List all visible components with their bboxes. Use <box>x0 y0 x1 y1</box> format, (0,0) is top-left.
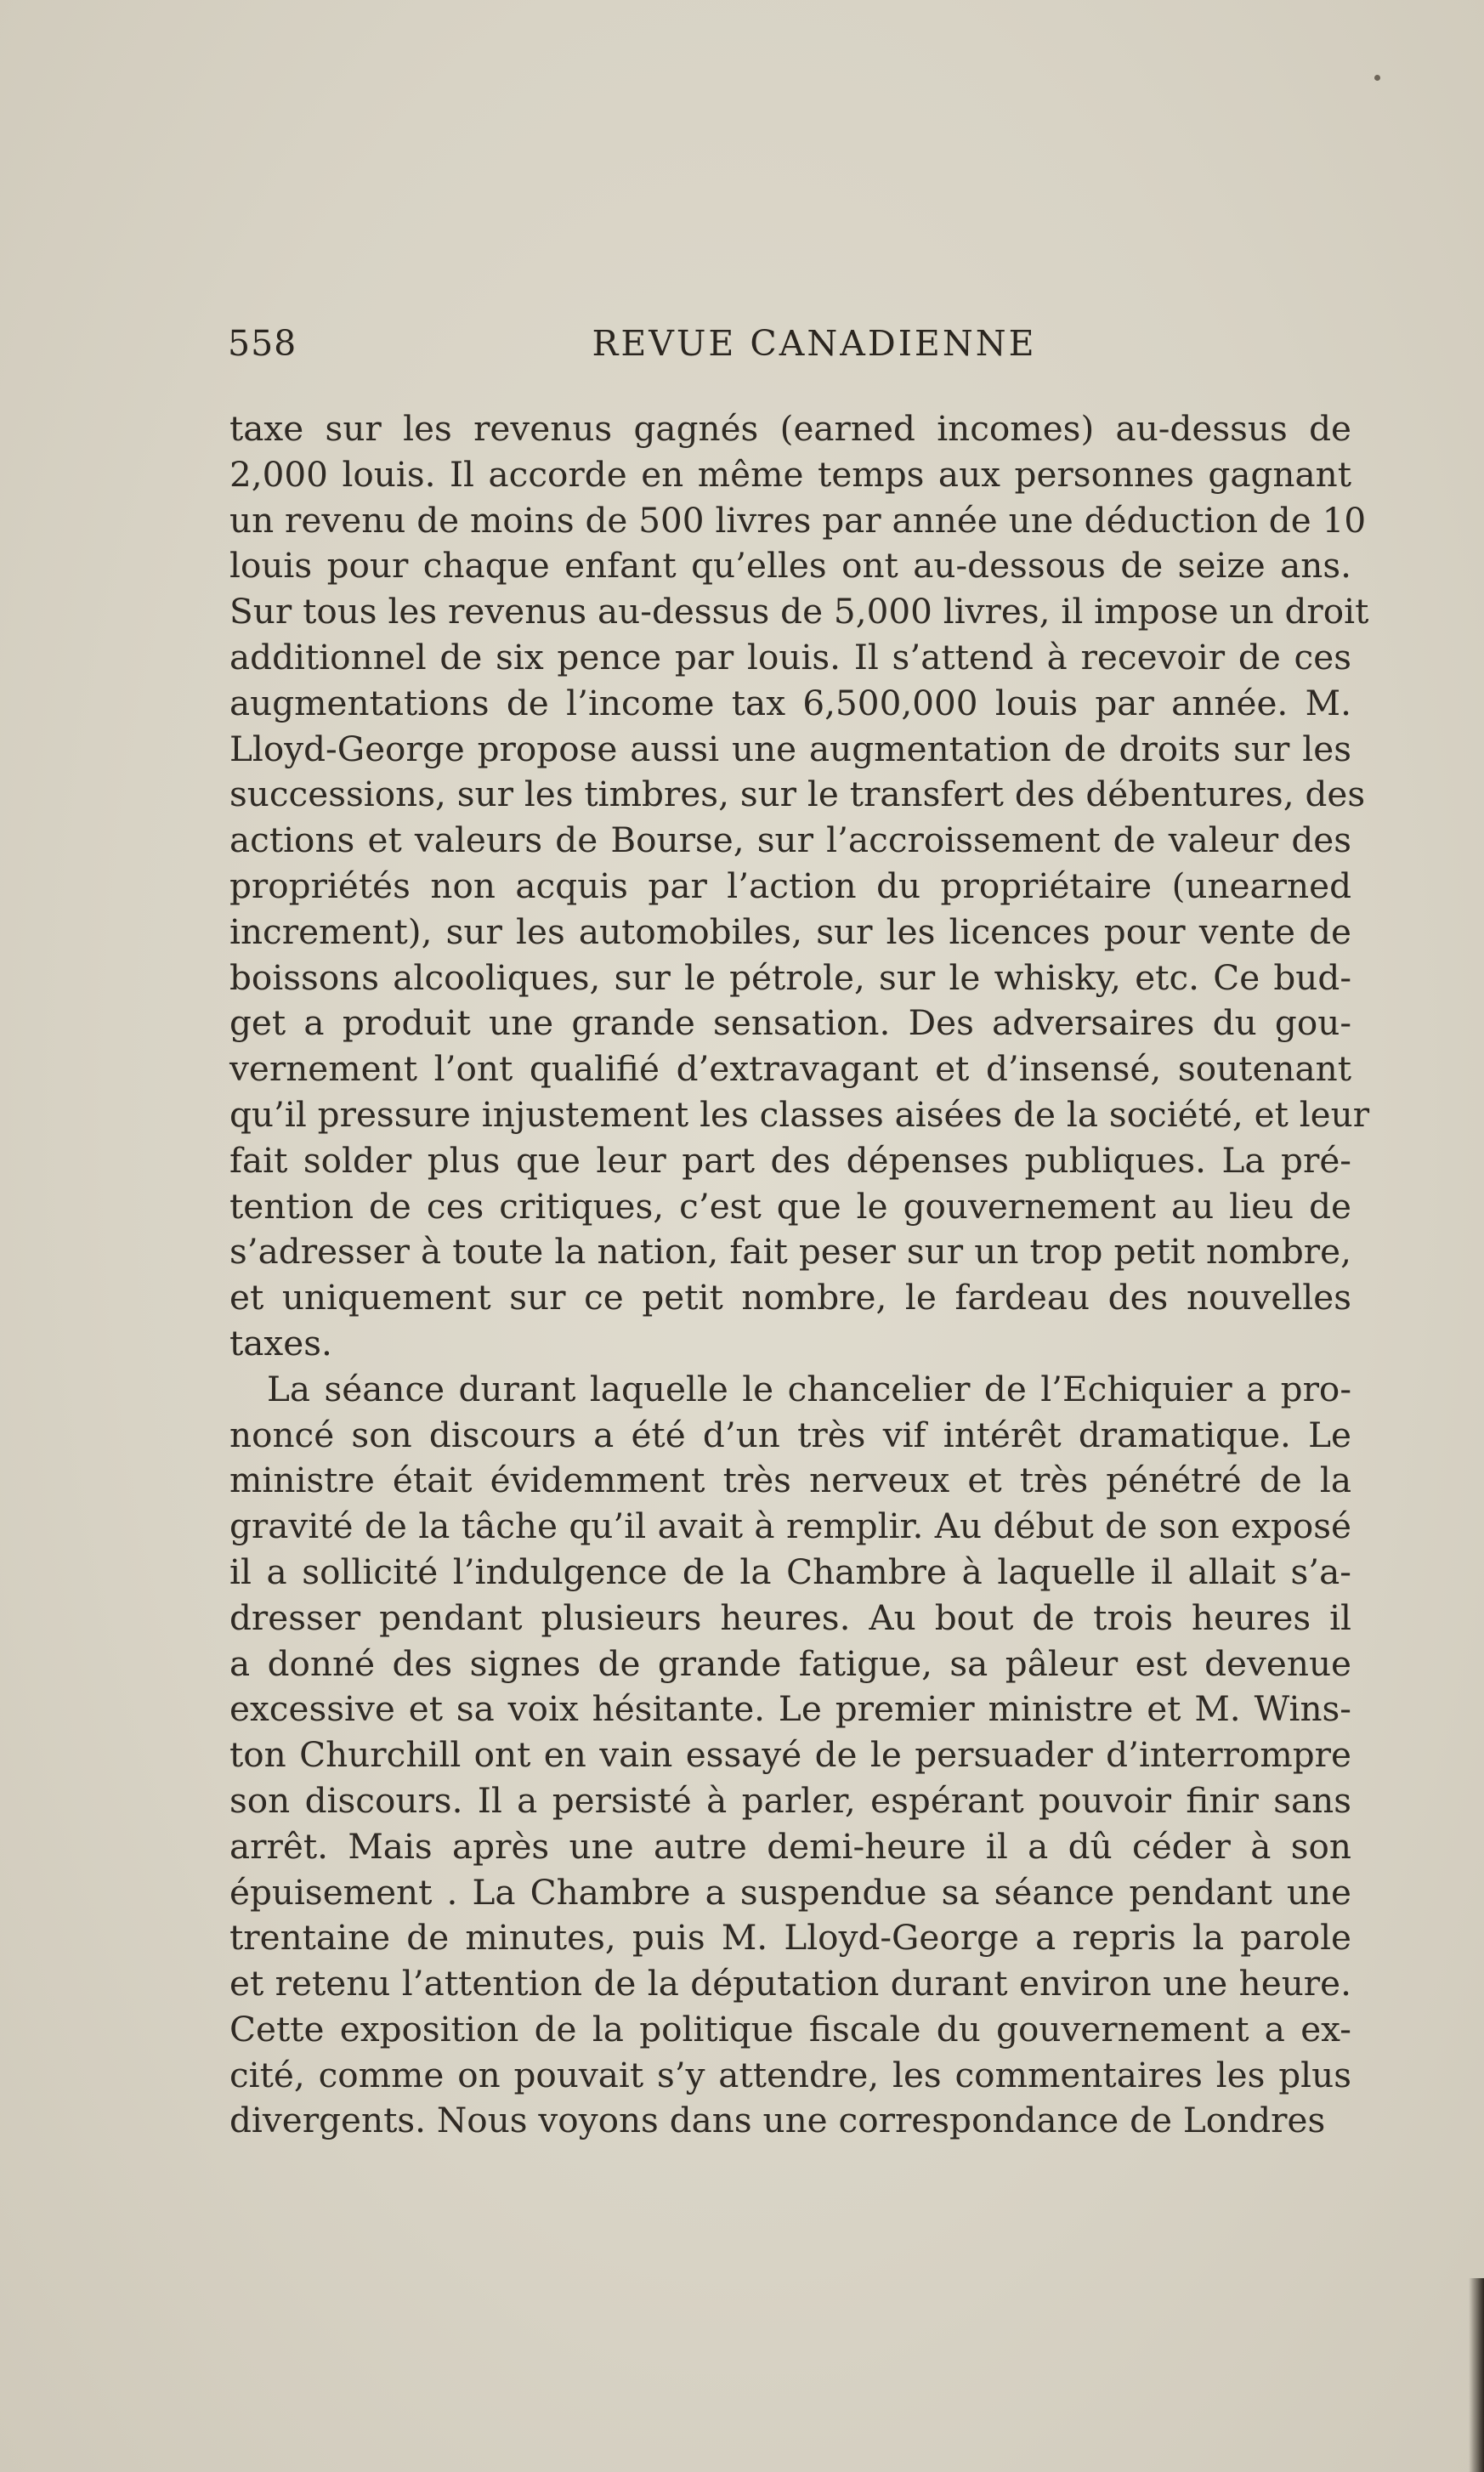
text-line: Cette exposition de la politique fiscale du gouvernement a ex- <box>229 2008 1351 2050</box>
paper-speck <box>1374 75 1380 81</box>
page-number: 558 <box>228 323 297 364</box>
text-line: et uniquement sur ce petit nombre, le fardeau des nouvelles <box>229 1277 1351 1318</box>
text-line: actions et valeurs de Bourse, sur l’accroissement de valeur des <box>229 819 1351 861</box>
paragraph <box>229 1367 1351 2145</box>
text-line: qu’il pressure injustement les classes aisées de la société, et leur <box>229 1093 1370 1135</box>
text-line: dresser pendant plusieurs heures. Au bout de trois heures il <box>229 1596 1351 1638</box>
text-line: excessive et sa voix hésitante. Le premier ministre et M. Wins- <box>229 1688 1351 1730</box>
text-line: s’adresser à toute la nation, fait peser sur un trop petit nombre, <box>229 1231 1351 1273</box>
text-line: cité, comme on pouvait s’y attendre, les commentaires les plus <box>229 2054 1351 2095</box>
text-line: La séance durant laquelle le chancelier de l’Echiquier a pro- <box>267 1368 1351 1409</box>
text-line: propriétés non acquis par l’action du propriétaire (unearned <box>229 865 1351 906</box>
text-line: boissons alcooliques, sur le pétrole, sur le whisky, etc. Ce bud- <box>229 956 1351 998</box>
text-line: Sur tous les revenus au-dessus de 5,000 livres, il impose un droit <box>229 591 1369 632</box>
text-line: tention de ces critiques, c’est que le gouvernement au lieu de <box>229 1185 1351 1227</box>
text-line: successions, sur les timbres, sur le transfert des débentures, des <box>229 774 1366 815</box>
text-line: et retenu l’attention de la députation durant environ une heure. <box>229 1963 1351 2004</box>
text-line: get a produit une grande sensation. Des adversaires du gou- <box>229 1002 1351 1044</box>
page-header <box>228 323 1351 374</box>
text-line: épuisement . La Chambre a suspendue sa séance pendant une <box>229 1871 1351 1913</box>
text-line: fait solder plus que leur part des dépenses publiques. La pré- <box>229 1139 1351 1181</box>
text-line: taxes. <box>229 1322 332 1364</box>
body-text <box>229 406 1370 2144</box>
text-line: increment), sur les automobiles, sur les licences pour vente de <box>229 910 1351 952</box>
text-line: augmentations de l’income tax 6,500,000 louis par année. M. <box>229 682 1351 723</box>
page-edge-shadow <box>1469 2278 1484 2472</box>
text-line: ministre était évidemment très nerveux et très pénétré de la <box>229 1460 1351 1501</box>
text-line: Lloyd-George propose aussi une augmentation de droits sur les <box>229 728 1351 769</box>
text-line: trentaine de minutes, puis M. Lloyd-George a repris la parole <box>229 1917 1351 1959</box>
text-line: ton Churchill ont en vain essayé de le persuader d’interrompre <box>229 1734 1351 1776</box>
text-line: vernement l’ont qualifié d’extravagant et d’insensé, soutenant <box>229 1048 1351 1090</box>
text-line: louis pour chaque enfant qu’elles ont au-dessous de seize ans. <box>229 545 1351 587</box>
text-line: taxe sur les revenus gagnés (earned incomes) au-dessus de <box>229 408 1351 449</box>
text-line: additionnel de six pence par louis. Il s’attend à recevoir de ces <box>229 636 1351 678</box>
paragraph <box>229 406 1370 1367</box>
text-line: noncé son discours a été d’un très vif intérêt dramatique. Le <box>229 1414 1351 1455</box>
running-head: REVUE CANADIENNE <box>592 323 1037 364</box>
text-line: a donné des signes de grande fatigue, sa pâleur est devenue <box>229 1642 1351 1684</box>
text-line: arrêt. Mais après une autre demi-heure il a dû céder à son <box>229 1825 1351 1867</box>
text-line: son discours. Il a persisté à parler, espérant pouvoir finir sans <box>229 1779 1351 1821</box>
text-line: il a sollicité l’indulgence de la Chambre à laquelle il allait s’a- <box>229 1551 1351 1592</box>
text-line: un revenu de moins de 500 livres par année une déduction de 10 <box>229 499 1367 541</box>
text-line: 2,000 louis. Il accorde en même temps aux personnes gagnant <box>229 453 1351 495</box>
text-line: gravité de la tâche qu’il avait à remplir. Au début de son exposé <box>229 1505 1351 1547</box>
text-line: divergents. Nous voyons dans une correspondance de Londres <box>229 2100 1326 2141</box>
